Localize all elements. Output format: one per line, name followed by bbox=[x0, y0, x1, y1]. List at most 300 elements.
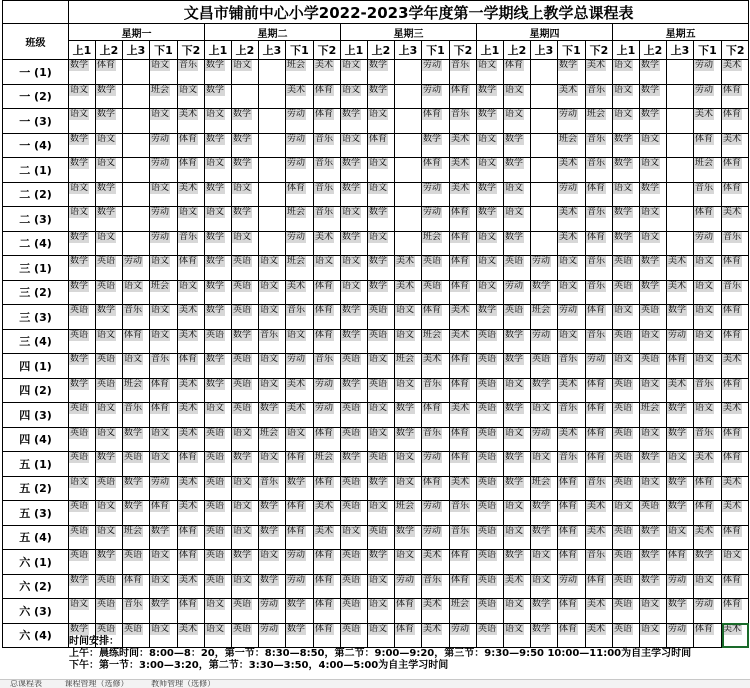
schedule-cell[interactable] bbox=[259, 452, 286, 477]
schedule-cell[interactable] bbox=[531, 280, 558, 305]
schedule-cell[interactable] bbox=[613, 329, 640, 354]
schedule-cell[interactable] bbox=[694, 158, 722, 183]
schedule-cell[interactable] bbox=[450, 378, 477, 403]
schedule-cell[interactable] bbox=[667, 599, 694, 624]
schedule-cell[interactable] bbox=[667, 427, 694, 452]
schedule-cell[interactable] bbox=[613, 403, 640, 428]
schedule-cell[interactable] bbox=[314, 231, 341, 256]
schedule-cell[interactable] bbox=[504, 329, 531, 354]
schedule-cell[interactable] bbox=[504, 599, 531, 624]
schedule-cell[interactable] bbox=[150, 476, 178, 501]
schedule-cell[interactable] bbox=[586, 158, 613, 183]
schedule-cell[interactable] bbox=[667, 525, 694, 550]
schedule-cell[interactable] bbox=[368, 378, 395, 403]
class-label[interactable]: 三 (4) bbox=[3, 329, 69, 354]
schedule-cell[interactable] bbox=[694, 256, 722, 281]
schedule-cell[interactable] bbox=[205, 182, 232, 207]
schedule-cell[interactable] bbox=[450, 354, 477, 379]
schedule-cell[interactable] bbox=[96, 256, 123, 281]
schedule-cell[interactable] bbox=[150, 84, 178, 109]
schedule-cell[interactable] bbox=[558, 182, 586, 207]
schedule-cell[interactable] bbox=[69, 525, 96, 550]
period-header[interactable]: 上2 bbox=[640, 41, 667, 60]
schedule-cell[interactable] bbox=[450, 158, 477, 183]
schedule-cell[interactable] bbox=[450, 501, 477, 526]
schedule-cell[interactable] bbox=[96, 207, 123, 232]
schedule-cell[interactable] bbox=[368, 599, 395, 624]
schedule-cell[interactable] bbox=[558, 207, 586, 232]
schedule-cell[interactable] bbox=[395, 182, 422, 207]
schedule-cell[interactable] bbox=[422, 427, 450, 452]
schedule-cell[interactable] bbox=[395, 501, 422, 526]
schedule-cell[interactable] bbox=[232, 525, 259, 550]
schedule-cell[interactable] bbox=[96, 452, 123, 477]
schedule-cell[interactable] bbox=[722, 256, 749, 281]
schedule-cell[interactable] bbox=[69, 599, 96, 624]
schedule-cell[interactable] bbox=[286, 525, 314, 550]
schedule-cell[interactable] bbox=[368, 256, 395, 281]
schedule-cell[interactable] bbox=[722, 599, 749, 624]
schedule-cell[interactable] bbox=[477, 305, 504, 330]
schedule-cell[interactable] bbox=[694, 207, 722, 232]
schedule-cell[interactable] bbox=[694, 231, 722, 256]
period-header[interactable]: 上3 bbox=[123, 41, 150, 60]
schedule-cell[interactable] bbox=[694, 623, 722, 648]
schedule-cell[interactable] bbox=[96, 525, 123, 550]
schedule-cell[interactable] bbox=[69, 354, 96, 379]
schedule-cell[interactable] bbox=[450, 231, 477, 256]
schedule-cell[interactable] bbox=[558, 476, 586, 501]
schedule-cell[interactable] bbox=[558, 133, 586, 158]
schedule-cell[interactable] bbox=[477, 280, 504, 305]
schedule-cell[interactable] bbox=[613, 305, 640, 330]
schedule-cell[interactable] bbox=[96, 231, 123, 256]
schedule-cell[interactable] bbox=[422, 501, 450, 526]
schedule-cell[interactable] bbox=[314, 550, 341, 575]
schedule-cell[interactable] bbox=[504, 452, 531, 477]
schedule-cell[interactable] bbox=[259, 476, 286, 501]
schedule-cell[interactable] bbox=[178, 452, 205, 477]
schedule-cell[interactable] bbox=[395, 452, 422, 477]
schedule-cell[interactable] bbox=[477, 133, 504, 158]
schedule-cell[interactable] bbox=[205, 280, 232, 305]
schedule-cell[interactable] bbox=[123, 305, 150, 330]
schedule-cell[interactable] bbox=[694, 280, 722, 305]
schedule-cell[interactable] bbox=[314, 133, 341, 158]
schedule-cell[interactable] bbox=[640, 329, 667, 354]
schedule-cell[interactable] bbox=[531, 525, 558, 550]
schedule-cell[interactable] bbox=[69, 574, 96, 599]
schedule-cell[interactable] bbox=[178, 109, 205, 134]
schedule-cell[interactable] bbox=[722, 133, 749, 158]
period-header[interactable]: 下2 bbox=[314, 41, 341, 60]
schedule-cell[interactable] bbox=[586, 427, 613, 452]
class-label[interactable]: 三 (2) bbox=[3, 280, 69, 305]
schedule-cell[interactable] bbox=[96, 182, 123, 207]
schedule-cell[interactable] bbox=[178, 231, 205, 256]
schedule-cell[interactable] bbox=[450, 109, 477, 134]
schedule-cell[interactable] bbox=[314, 256, 341, 281]
schedule-cell[interactable] bbox=[341, 378, 368, 403]
schedule-cell[interactable] bbox=[96, 354, 123, 379]
schedule-cell[interactable] bbox=[314, 476, 341, 501]
schedule-cell[interactable] bbox=[150, 182, 178, 207]
schedule-cell[interactable] bbox=[586, 280, 613, 305]
schedule-cell[interactable] bbox=[558, 305, 586, 330]
schedule-cell[interactable] bbox=[531, 60, 558, 85]
schedule-cell[interactable] bbox=[395, 329, 422, 354]
class-label[interactable]: 五 (4) bbox=[3, 525, 69, 550]
schedule-cell[interactable] bbox=[694, 501, 722, 526]
schedule-cell[interactable] bbox=[640, 60, 667, 85]
schedule-cell[interactable] bbox=[667, 84, 694, 109]
schedule-cell[interactable] bbox=[613, 378, 640, 403]
schedule-cell[interactable] bbox=[586, 231, 613, 256]
schedule-cell[interactable] bbox=[123, 427, 150, 452]
schedule-cell[interactable] bbox=[613, 256, 640, 281]
schedule-cell[interactable] bbox=[531, 452, 558, 477]
schedule-cell[interactable] bbox=[341, 231, 368, 256]
schedule-cell[interactable] bbox=[150, 403, 178, 428]
schedule-cell[interactable] bbox=[667, 256, 694, 281]
schedule-cell[interactable] bbox=[286, 256, 314, 281]
schedule-cell[interactable] bbox=[395, 525, 422, 550]
schedule-cell[interactable] bbox=[477, 525, 504, 550]
schedule-cell[interactable] bbox=[640, 182, 667, 207]
schedule-cell[interactable] bbox=[69, 158, 96, 183]
schedule-cell[interactable] bbox=[504, 60, 531, 85]
schedule-cell[interactable] bbox=[395, 550, 422, 575]
schedule-cell[interactable] bbox=[558, 452, 586, 477]
schedule-cell[interactable] bbox=[259, 329, 286, 354]
schedule-cell[interactable] bbox=[640, 550, 667, 575]
schedule-cell[interactable] bbox=[477, 158, 504, 183]
schedule-cell[interactable] bbox=[314, 525, 341, 550]
class-label[interactable]: 二 (4) bbox=[3, 231, 69, 256]
schedule-cell[interactable] bbox=[694, 133, 722, 158]
schedule-cell[interactable] bbox=[205, 60, 232, 85]
schedule-cell[interactable] bbox=[586, 378, 613, 403]
class-label[interactable]: 五 (1) bbox=[3, 452, 69, 477]
sheet-tab-teachers[interactable]: 教师管理（选修） bbox=[151, 679, 216, 688]
schedule-cell[interactable] bbox=[477, 599, 504, 624]
schedule-cell[interactable] bbox=[96, 427, 123, 452]
schedule-cell[interactable] bbox=[558, 599, 586, 624]
schedule-cell[interactable] bbox=[450, 329, 477, 354]
schedule-cell[interactable] bbox=[286, 354, 314, 379]
schedule-cell[interactable] bbox=[69, 378, 96, 403]
schedule-cell[interactable] bbox=[640, 207, 667, 232]
schedule-cell[interactable] bbox=[531, 329, 558, 354]
schedule-cell[interactable] bbox=[69, 280, 96, 305]
schedule-cell[interactable] bbox=[96, 84, 123, 109]
schedule-cell[interactable] bbox=[178, 182, 205, 207]
schedule-cell[interactable] bbox=[558, 84, 586, 109]
period-header[interactable]: 上2 bbox=[504, 41, 531, 60]
schedule-cell[interactable] bbox=[368, 501, 395, 526]
schedule-cell[interactable] bbox=[314, 280, 341, 305]
schedule-cell[interactable] bbox=[341, 207, 368, 232]
schedule-cell[interactable] bbox=[531, 354, 558, 379]
schedule-cell[interactable] bbox=[150, 256, 178, 281]
sheet-tab-main[interactable]: 总课程表 bbox=[10, 679, 42, 688]
period-header[interactable]: 上1 bbox=[613, 41, 640, 60]
schedule-cell[interactable] bbox=[531, 378, 558, 403]
class-label[interactable]: 四 (2) bbox=[3, 378, 69, 403]
schedule-cell[interactable] bbox=[450, 60, 477, 85]
schedule-cell[interactable] bbox=[314, 427, 341, 452]
schedule-cell[interactable] bbox=[123, 354, 150, 379]
period-header[interactable]: 上2 bbox=[232, 41, 259, 60]
schedule-cell[interactable] bbox=[667, 158, 694, 183]
schedule-cell[interactable] bbox=[395, 378, 422, 403]
schedule-cell[interactable] bbox=[477, 109, 504, 134]
schedule-cell[interactable] bbox=[205, 452, 232, 477]
schedule-cell[interactable] bbox=[613, 133, 640, 158]
schedule-cell[interactable] bbox=[586, 256, 613, 281]
class-label[interactable]: 五 (3) bbox=[3, 501, 69, 526]
class-header[interactable]: 班级 bbox=[3, 24, 69, 60]
schedule-cell[interactable] bbox=[286, 60, 314, 85]
schedule-cell[interactable] bbox=[178, 378, 205, 403]
schedule-cell[interactable] bbox=[667, 305, 694, 330]
schedule-cell[interactable] bbox=[232, 231, 259, 256]
schedule-cell[interactable] bbox=[722, 231, 749, 256]
schedule-cell[interactable] bbox=[504, 378, 531, 403]
schedule-cell[interactable] bbox=[96, 60, 123, 85]
schedule-cell[interactable] bbox=[694, 476, 722, 501]
schedule-cell[interactable] bbox=[558, 158, 586, 183]
schedule-cell[interactable] bbox=[341, 329, 368, 354]
schedule-cell[interactable] bbox=[314, 378, 341, 403]
schedule-cell[interactable] bbox=[504, 305, 531, 330]
schedule-cell[interactable] bbox=[667, 550, 694, 575]
schedule-cell[interactable] bbox=[286, 574, 314, 599]
schedule-cell[interactable] bbox=[69, 231, 96, 256]
schedule-cell[interactable] bbox=[722, 84, 749, 109]
schedule-cell[interactable] bbox=[422, 599, 450, 624]
schedule-cell[interactable] bbox=[178, 207, 205, 232]
schedule-cell[interactable] bbox=[232, 574, 259, 599]
class-label[interactable]: 四 (1) bbox=[3, 354, 69, 379]
schedule-cell[interactable] bbox=[259, 280, 286, 305]
schedule-cell[interactable] bbox=[722, 182, 749, 207]
schedule-cell[interactable] bbox=[96, 378, 123, 403]
day-header[interactable]: 星期二 bbox=[205, 24, 341, 41]
schedule-cell[interactable] bbox=[586, 60, 613, 85]
schedule-cell[interactable] bbox=[178, 525, 205, 550]
schedule-cell[interactable] bbox=[232, 305, 259, 330]
schedule-cell[interactable] bbox=[640, 158, 667, 183]
schedule-cell[interactable] bbox=[178, 354, 205, 379]
schedule-cell[interactable] bbox=[450, 574, 477, 599]
schedule-cell[interactable] bbox=[96, 550, 123, 575]
schedule-cell[interactable] bbox=[314, 452, 341, 477]
schedule-cell[interactable] bbox=[205, 599, 232, 624]
schedule-cell[interactable] bbox=[450, 599, 477, 624]
class-label[interactable]: 三 (3) bbox=[3, 305, 69, 330]
schedule-cell[interactable] bbox=[586, 109, 613, 134]
schedule-cell[interactable] bbox=[205, 133, 232, 158]
schedule-cell[interactable] bbox=[450, 427, 477, 452]
schedule-cell[interactable] bbox=[232, 329, 259, 354]
schedule-cell[interactable] bbox=[150, 525, 178, 550]
schedule-cell[interactable] bbox=[150, 574, 178, 599]
schedule-cell[interactable] bbox=[450, 182, 477, 207]
schedule-cell[interactable] bbox=[450, 550, 477, 575]
schedule-cell[interactable] bbox=[368, 574, 395, 599]
schedule-cell[interactable] bbox=[477, 256, 504, 281]
schedule-cell[interactable] bbox=[450, 305, 477, 330]
class-label[interactable]: 一 (3) bbox=[3, 109, 69, 134]
schedule-cell[interactable] bbox=[531, 84, 558, 109]
schedule-cell[interactable] bbox=[368, 305, 395, 330]
schedule-cell[interactable] bbox=[477, 60, 504, 85]
schedule-cell[interactable] bbox=[123, 109, 150, 134]
schedule-cell[interactable] bbox=[286, 182, 314, 207]
schedule-cell[interactable] bbox=[640, 599, 667, 624]
schedule-cell[interactable] bbox=[722, 305, 749, 330]
schedule-cell[interactable] bbox=[341, 550, 368, 575]
schedule-cell[interactable] bbox=[694, 182, 722, 207]
schedule-cell[interactable] bbox=[422, 207, 450, 232]
class-label[interactable]: 六 (3) bbox=[3, 599, 69, 624]
schedule-cell[interactable] bbox=[368, 403, 395, 428]
schedule-cell[interactable] bbox=[69, 109, 96, 134]
schedule-cell[interactable] bbox=[395, 109, 422, 134]
schedule-cell[interactable] bbox=[259, 133, 286, 158]
schedule-cell[interactable] bbox=[232, 60, 259, 85]
schedule-cell[interactable] bbox=[205, 354, 232, 379]
schedule-cell[interactable] bbox=[259, 403, 286, 428]
schedule-cell[interactable] bbox=[123, 158, 150, 183]
schedule-cell[interactable] bbox=[368, 550, 395, 575]
schedule-cell[interactable] bbox=[722, 525, 749, 550]
schedule-cell[interactable] bbox=[286, 133, 314, 158]
class-label[interactable]: 一 (4) bbox=[3, 133, 69, 158]
schedule-cell[interactable] bbox=[531, 403, 558, 428]
schedule-cell[interactable] bbox=[205, 158, 232, 183]
schedule-cell[interactable] bbox=[259, 84, 286, 109]
period-header[interactable]: 上3 bbox=[667, 41, 694, 60]
schedule-cell[interactable] bbox=[477, 501, 504, 526]
schedule-cell[interactable] bbox=[232, 133, 259, 158]
schedule-cell[interactable] bbox=[341, 133, 368, 158]
schedule-cell[interactable] bbox=[69, 60, 96, 85]
schedule-cell[interactable] bbox=[368, 60, 395, 85]
schedule-cell[interactable] bbox=[123, 280, 150, 305]
schedule-cell[interactable] bbox=[504, 207, 531, 232]
schedule-cell[interactable] bbox=[667, 403, 694, 428]
schedule-cell[interactable] bbox=[232, 378, 259, 403]
schedule-cell[interactable] bbox=[232, 182, 259, 207]
schedule-cell[interactable] bbox=[558, 231, 586, 256]
class-label[interactable]: 二 (3) bbox=[3, 207, 69, 232]
schedule-cell[interactable] bbox=[286, 84, 314, 109]
schedule-cell[interactable] bbox=[477, 452, 504, 477]
schedule-cell[interactable] bbox=[314, 84, 341, 109]
schedule-cell[interactable] bbox=[531, 109, 558, 134]
schedule-cell[interactable] bbox=[69, 256, 96, 281]
schedule-cell[interactable] bbox=[613, 599, 640, 624]
schedule-cell[interactable] bbox=[259, 574, 286, 599]
schedule-cell[interactable] bbox=[422, 329, 450, 354]
schedule-cell[interactable] bbox=[586, 599, 613, 624]
schedule-cell[interactable] bbox=[205, 256, 232, 281]
schedule-cell[interactable] bbox=[613, 501, 640, 526]
schedule-cell[interactable] bbox=[667, 476, 694, 501]
schedule-cell[interactable] bbox=[395, 280, 422, 305]
schedule-cell[interactable] bbox=[341, 182, 368, 207]
schedule-cell[interactable] bbox=[531, 182, 558, 207]
schedule-cell[interactable] bbox=[722, 623, 749, 648]
schedule-cell[interactable] bbox=[96, 305, 123, 330]
schedule-cell[interactable] bbox=[232, 501, 259, 526]
schedule-cell[interactable] bbox=[722, 574, 749, 599]
schedule-cell[interactable] bbox=[613, 84, 640, 109]
schedule-cell[interactable] bbox=[422, 452, 450, 477]
schedule-cell[interactable] bbox=[178, 427, 205, 452]
schedule-cell[interactable] bbox=[531, 158, 558, 183]
schedule-cell[interactable] bbox=[395, 231, 422, 256]
schedule-cell[interactable] bbox=[422, 354, 450, 379]
schedule-cell[interactable] bbox=[286, 599, 314, 624]
schedule-cell[interactable] bbox=[395, 207, 422, 232]
schedule-cell[interactable] bbox=[531, 574, 558, 599]
schedule-cell[interactable] bbox=[341, 354, 368, 379]
schedule-cell[interactable] bbox=[640, 305, 667, 330]
schedule-cell[interactable] bbox=[422, 280, 450, 305]
schedule-cell[interactable] bbox=[586, 354, 613, 379]
schedule-cell[interactable] bbox=[395, 403, 422, 428]
schedule-cell[interactable] bbox=[69, 133, 96, 158]
schedule-cell[interactable] bbox=[558, 329, 586, 354]
schedule-cell[interactable] bbox=[422, 525, 450, 550]
schedule-cell[interactable] bbox=[422, 476, 450, 501]
period-header[interactable]: 上2 bbox=[96, 41, 123, 60]
schedule-cell[interactable] bbox=[667, 133, 694, 158]
schedule-cell[interactable] bbox=[694, 599, 722, 624]
day-header[interactable]: 星期一 bbox=[69, 24, 205, 41]
schedule-cell[interactable] bbox=[722, 354, 749, 379]
schedule-cell[interactable] bbox=[205, 427, 232, 452]
schedule-cell[interactable] bbox=[422, 60, 450, 85]
schedule-cell[interactable] bbox=[613, 574, 640, 599]
schedule-cell[interactable] bbox=[341, 476, 368, 501]
schedule-cell[interactable] bbox=[314, 60, 341, 85]
schedule-cell[interactable] bbox=[232, 84, 259, 109]
schedule-cell[interactable] bbox=[450, 403, 477, 428]
schedule-cell[interactable] bbox=[722, 403, 749, 428]
schedule-cell[interactable] bbox=[341, 256, 368, 281]
class-label[interactable]: 一 (1) bbox=[3, 60, 69, 85]
schedule-cell[interactable] bbox=[96, 329, 123, 354]
schedule-cell[interactable] bbox=[259, 109, 286, 134]
schedule-cell[interactable] bbox=[150, 231, 178, 256]
schedule-cell[interactable] bbox=[123, 84, 150, 109]
schedule-cell[interactable] bbox=[395, 427, 422, 452]
schedule-cell[interactable] bbox=[667, 354, 694, 379]
schedule-cell[interactable] bbox=[259, 158, 286, 183]
schedule-cell[interactable] bbox=[259, 378, 286, 403]
schedule-cell[interactable] bbox=[586, 501, 613, 526]
class-label[interactable]: 四 (4) bbox=[3, 427, 69, 452]
schedule-cell[interactable] bbox=[531, 476, 558, 501]
schedule-cell[interactable] bbox=[314, 207, 341, 232]
schedule-cell[interactable] bbox=[722, 207, 749, 232]
schedule-cell[interactable] bbox=[667, 207, 694, 232]
schedule-cell[interactable] bbox=[232, 109, 259, 134]
